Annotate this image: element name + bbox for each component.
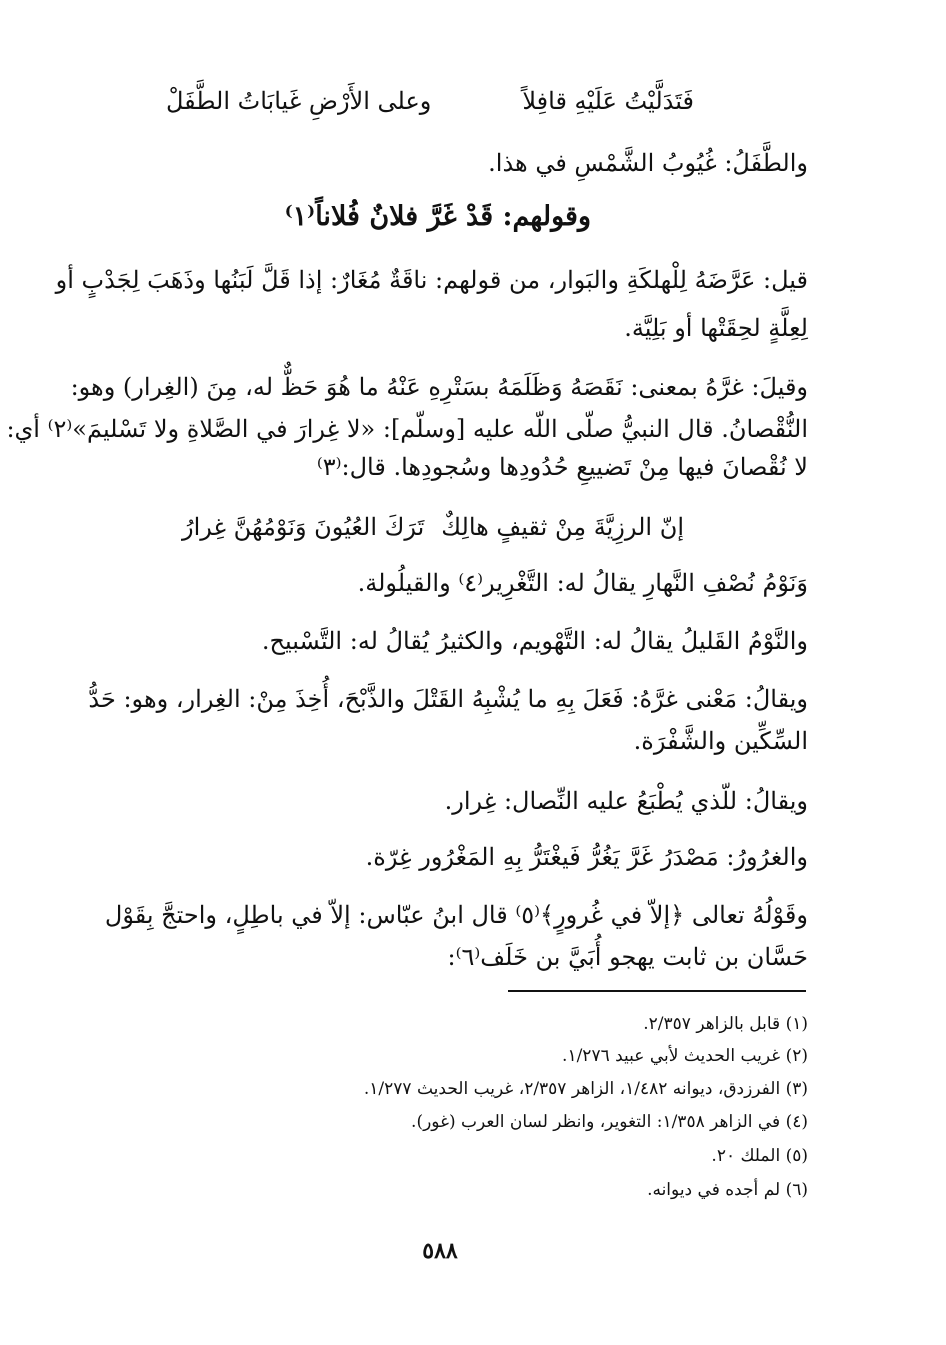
para2-line2: النُّقْصانُ. قال النبيُّ صلّى اللّه عليه [وسلّم]: «لا غِرارَ في الصَّلاةِ ولا تَسْليمَ»⁽٢⁾ أي: (6, 415, 808, 443)
line-tafal: والطَّفَلُ: غُيُوبُ الشَّمْسِ في هذا. (488, 149, 808, 177)
verse2-second-hemistich: تَرَكَ العُيُونَ وَنَوْمُهُنَّ غِرارُ (182, 513, 425, 541)
footnote-6: (٦) لم أجده في ديوانه. (647, 1180, 808, 1200)
footnote-separator (508, 990, 806, 992)
section-heading: وقولهم: قَدْ غَرَّ فلانٌ فُلاناً⁽١⁾ (284, 201, 591, 232)
para2-line1: وقيلَ: غرَّهُ بمعنى: نَقَصَهُ وَظَلَمَهُ بسَتْرِهِ عَنْهُ ما هُوَ حَظٌّ له، مِنَ (الغِرار) وهو: (70, 373, 808, 401)
para4-line2: حَسَّان بن ثابت يهجو أُبَيَّ بن خَلَف⁽٦⁾: (447, 943, 808, 971)
line-ghurur: والغرُورُ: مَصْدَرُ غَرَّ يَغُرُّ فَيغْتَرُّ بِهِ المَغْرُور غِرّة. (365, 843, 808, 871)
para3-line2: السِّكِّين والشَّفْرَة. (633, 727, 808, 755)
para2-line3: لا نُقْصانَ فيها مِنْ تَضييعِ حُدُودِها وسُجودِها. قال:⁽٣⁾ (316, 453, 808, 481)
para4-line1: وقَوْلُهُ تعالى ﴿إلاّ في غُرورٍ﴾⁽٥⁾ قال ابنُ عبّاس: إلاّ في باطِلٍ، واحتجَّ بِقَوْل (104, 901, 808, 929)
verse1-second-hemistich: وعلى الأَرْضِ غَيابَاتُ الطَّفَلْ (166, 87, 432, 115)
line-nisal: ويقالُ: للّذي يُطْبَعُ عليه النِّصال: غِرار. (444, 787, 808, 815)
verse2-first-hemistich: إنّ الرزِيَّةَ مِنْ ثقيفٍ هالِكٌ (441, 513, 684, 541)
page-number: ٥٨٨ (422, 1238, 458, 1264)
para1-line1: قيل: عَرَّضَهُ لِلْهلكَةِ والبَوار، من قولهم: ناقَةٌ مُغَارٌ: إذا قَلَّ لَبَنُها وذَهَبَ لِجَدْبٍ أو (55, 266, 808, 294)
footnote-5: (٥) الملك ٢٠. (711, 1146, 808, 1166)
footnote-4: (٤) في الزاهر ١/٣٥٨: التغوير، وانظر لسان العرب (غور). (411, 1112, 808, 1132)
footnote-3: (٣) الفرزدق، ديوانه ١/٤٨٢، الزاهر ٢/٣٥٧، غريب الحديث ١/٢٧٧. (363, 1079, 808, 1099)
line-qalil: والنَّوْمُ القَليلُ يقالُ له: التَّهْويم، والكثيرُ يُقالُ له: التَّسْبيح. (261, 627, 808, 655)
para1-line2: لِعِلَّةٍ لحِقَتْها أو بَلِيَّة. (624, 314, 808, 342)
line-nawm: وَنَوْمُ نُصْفِ النَّهارِ يقالُ له: التَّغْرِير⁽٤⁾ والقيلُولة. (357, 569, 808, 597)
verse1-first-hemistich: فَتَدَلَّيْتُ عَلَيْهِ قافِلاً (522, 87, 694, 115)
footnote-2: (٢) غريب الحديث لأبي عبيد ١/٢٧٦. (562, 1046, 808, 1066)
footnote-1: (١) قابل بالزاهر ٢/٣٥٧. (643, 1014, 808, 1034)
para3-line1: ويقالُ: مَعْنى غرَّهُ: فَعَلَ بِهِ ما يُشْبِهُ القَتْلَ والذَّبْحَ، أُخِذَ مِنْ: الغِرار، وهو: حَدُّ (88, 685, 808, 713)
